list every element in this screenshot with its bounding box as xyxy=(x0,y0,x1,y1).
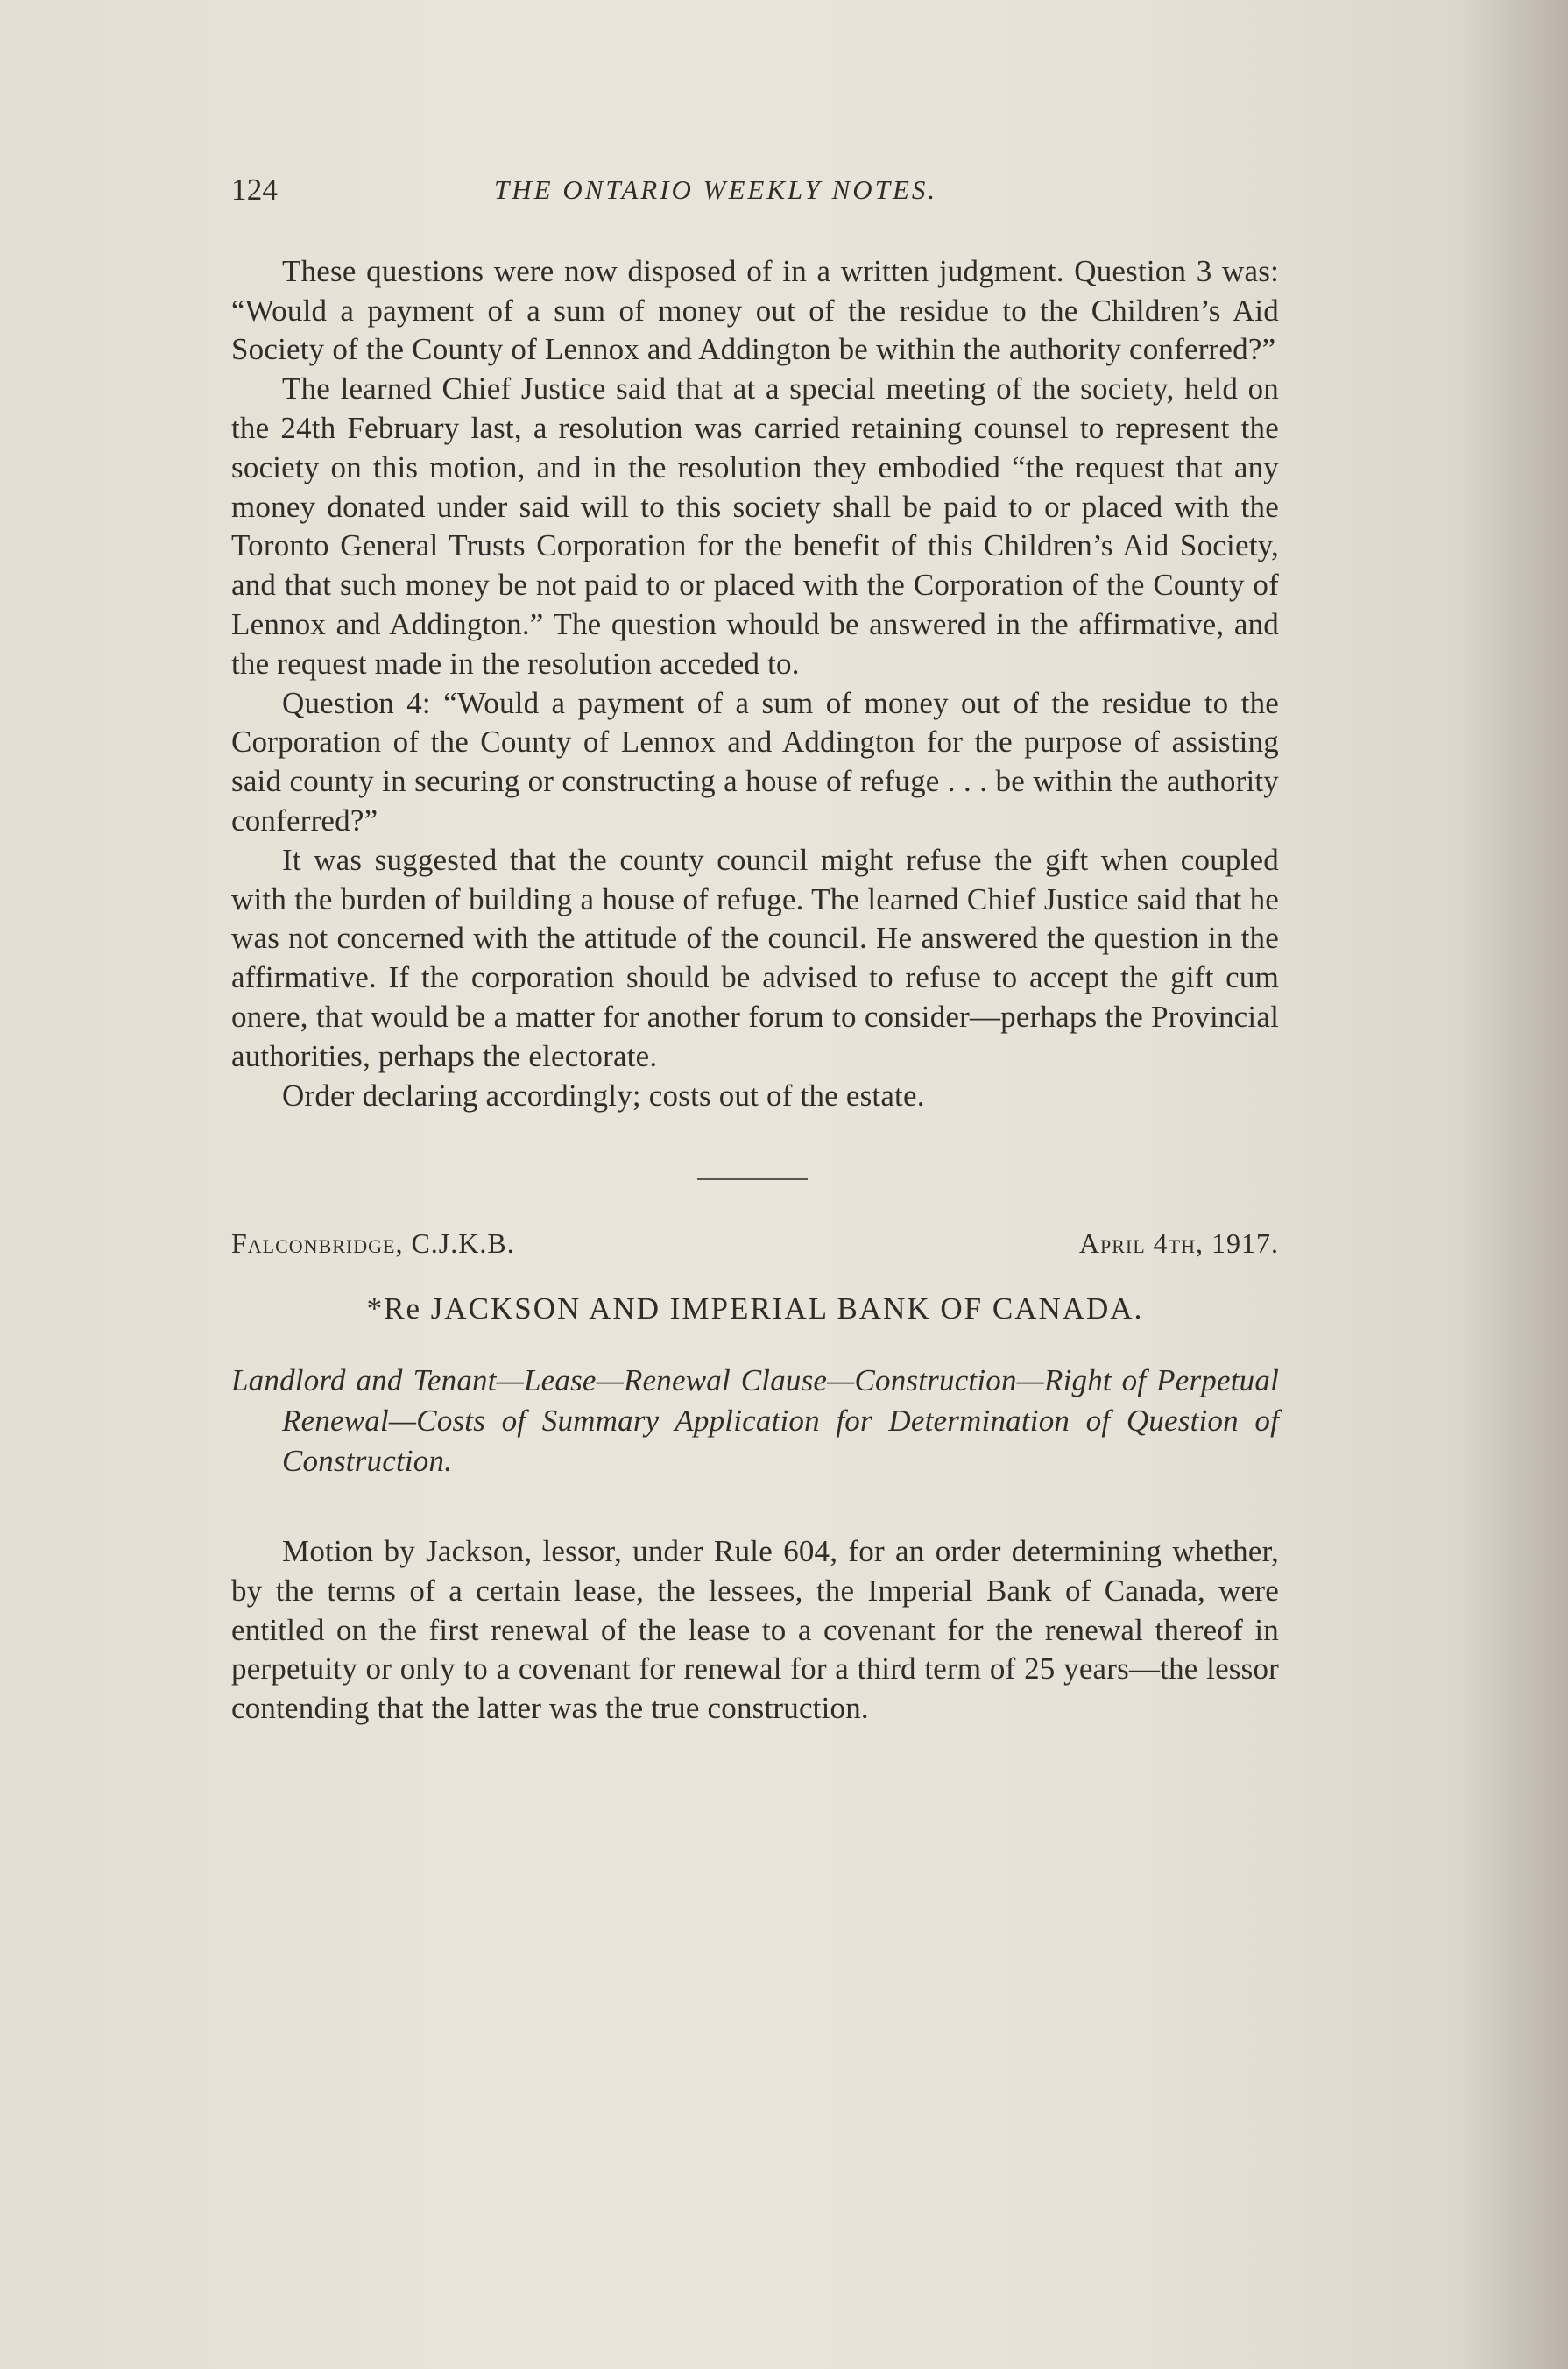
section-divider-area xyxy=(231,1115,1279,1210)
section-divider xyxy=(697,1178,808,1180)
page-text-block xyxy=(231,171,1279,1729)
paragraph-chief-justice-resolution: The learned Chief Justice said that at a special meeting of the society, held on the 24th February last, a resolution was carried retaining counsel to represent the society on this motion, and in the resolution they embodied “the request that any money donated under said will to this society shall be paid to or placed with the Toronto General Trusts Corporation for the benefit of this Children’s Aid Society, and that such money be not paid to or placed with the Corporation of the County of Lennox and Addington.” The question whould be answered in the affirmative, and the request made in the resolution acceded to. xyxy=(231,371,1279,681)
case-title: *Re JACKSON AND IMPERIAL BANK OF CANADA. xyxy=(366,1291,1144,1326)
paragraph-order: Order declaring accordingly; costs out of the estate. xyxy=(282,1078,925,1113)
running-head xyxy=(231,171,1279,210)
case-headnote: Landlord and Tenant—Lease—Renewal Clause—Construction—Right of Perpetual Renewal—Costs of Summary Application for Determination of Question of Construction. xyxy=(231,1362,1279,1478)
paragraph-question-3: These questions were now disposed of in a written judgment. Question 3 was: “Would a payment of a sum of money out of the residue to the Children’s Aid Society of the County of Lennox and Addington be within the authority conferred?” xyxy=(231,253,1279,367)
paragraph-county-council: It was suggested that the county council might refuse the gift when coupled with the burden of building a house of refuge. The learned Chief Justice said that he was not concerned with the attitude of the council. He answered the question in the affirmative. If the corporation should be advised to refuse to accept the gift cum onere, that would be a matter for another forum to consider—perhaps the Provincial authorities, perhaps the electorate. xyxy=(231,842,1279,1073)
page-number: 124 xyxy=(231,173,279,207)
paragraph-motion: Motion by Jackson, lessor, under Rule 604, for an order determining whether, by the terms of a certain lease, the lessees, the Imperial Bank of Canada, were entitled on the first renewal of the lease to a covenant for the renewal thereof in perpetuity or only to a covenant for renewal for a third term of 25 years—the lessor contending that the latter was the true construction. xyxy=(231,1533,1279,1726)
paragraph-question-4: Question 4: “Would a payment of a sum of money out of the residue to the Corporation of the County of Lennox and Addington for the purpose of assisting said county in securing or constructing a house of refuge . . . be within the authority conferred?” xyxy=(231,685,1279,838)
judgment-date: April 4th, 1917. xyxy=(1078,1227,1279,1260)
judge-name: Falconbridge, C.J.K.B. xyxy=(231,1227,515,1260)
judge-date-line xyxy=(231,1224,1279,1263)
journal-title: THE ONTARIO WEEKLY NOTES. xyxy=(494,174,938,205)
